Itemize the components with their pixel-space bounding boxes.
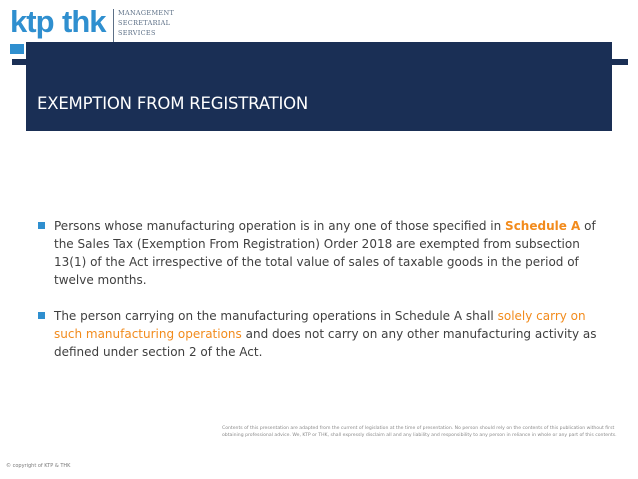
bullet-square-icon [38,222,45,229]
logo-tagline-line: SECRETARIAL [118,19,171,27]
bullet-text-segment: Persons whose manufacturing operation is in any one of those specified in [54,219,506,233]
bullet-text-segment: The person carrying on the manufacturing operations in Schedule A shall [54,309,498,323]
bullet-square-icon [38,312,45,319]
logo-divider [113,9,114,43]
slide-title: EXEMPTION FROM REGISTRATION [37,94,309,113]
logo-badge [10,44,24,54]
logo-thk-text: thk [62,4,106,39]
bullet-text-segment: and does not carry on any other manufacturing activity as defined under section 2 of the Act. [54,327,597,359]
header-accent-right [612,59,628,65]
header-accent-left [12,59,26,65]
title-banner [26,42,612,131]
bullet-text [54,307,606,361]
schedule-a-highlight: Schedule A [505,219,581,233]
solely-carry-highlight: solely carry on such manufacturing operations [54,309,586,341]
copyright-notice: © copyright of KTP & THK [6,463,71,469]
disclaimer-text: Contents of this presentation are adapted from the current of legislation at the time of presentation. No person should rely on the contents of this publication without first obtaining professional advice. We, KTP or THK, shall expressly disclaim all and any liability and responsibility to any person in reliance in whole or any part of this contents. [222,426,617,438]
bullet-text [54,217,606,289]
bullet-item [36,217,606,289]
bullet-text-segment: of the Sales Tax (Exemption From Registration) Order 2018 are exempted from subsection 13(1) of the Act irrespective of the total value of sales of taxable goods in the period of twelve months. [54,219,596,287]
logo-tagline-line: MANAGEMENT [118,9,175,17]
bullet-list [36,217,606,379]
bullet-item [36,307,606,361]
logo-tagline-line: SERVICES [118,29,156,37]
logo-tagline [118,8,174,38]
logo-ktp-text: ktp [10,4,54,39]
